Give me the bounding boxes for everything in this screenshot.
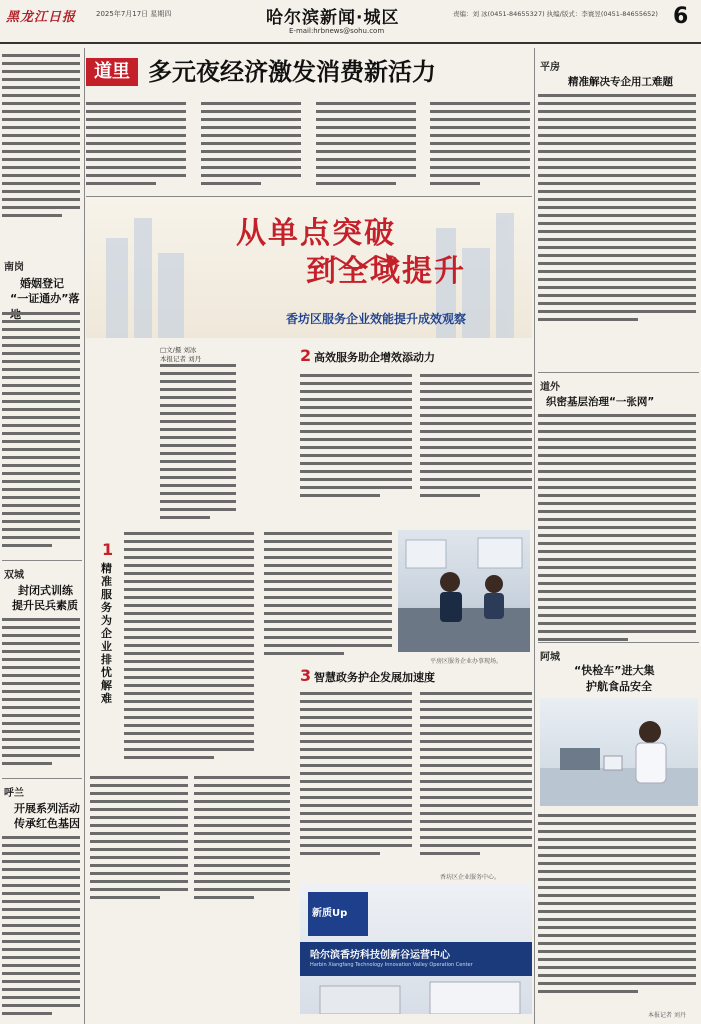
pingfang-title: 精准解决专企用工难题 <box>568 76 673 88</box>
lead-headline: 多元夜经济激发消费新活力 <box>148 58 436 86</box>
sec3-title: 智慧政务护企发展加速度 <box>314 671 435 684</box>
screen-panel <box>308 892 368 936</box>
acheng-tag: 阿城 <box>540 652 560 663</box>
feature-photo-service-desk <box>398 530 530 652</box>
center-banner-title: 哈尔滨香坊科技创新谷运营中心 <box>310 950 450 961</box>
nangang-body-text <box>2 310 82 560</box>
acheng-body-text <box>538 812 699 1012</box>
sec2-body-text <box>300 372 532 522</box>
feature-photo-innovation-center <box>300 884 532 1014</box>
right-column <box>538 48 699 1024</box>
hulan-tag: 呼兰 <box>4 788 24 799</box>
sec2-number: 2 <box>300 346 312 365</box>
photo1-caption: 平房区服务企业办事现场。 <box>430 658 503 665</box>
photo2-caption: 香坊区企业服务中心。 <box>440 874 501 881</box>
hulan-body-text <box>2 834 82 1024</box>
masthead <box>0 0 701 44</box>
daowai-body-text <box>538 412 699 652</box>
center-banner <box>300 942 532 976</box>
lead-headline-block <box>86 56 526 92</box>
left-column-rule <box>84 48 85 1024</box>
right-divider-1 <box>538 372 699 373</box>
daowai-tag: 道外 <box>540 382 560 393</box>
left-divider-2 <box>2 778 82 779</box>
section-title: 哈尔滨新闻·城区 <box>266 8 400 28</box>
shuangcheng-title-2: 提升民兵素质 <box>12 599 78 612</box>
feature-sec3-header <box>300 666 530 688</box>
left-top-text <box>2 50 82 230</box>
nangang-tag: 南岗 <box>4 262 24 273</box>
left-divider-1 <box>2 560 82 561</box>
center-banner-sub: Harbin Xiangfang Technology Innovation Valley Operation Center <box>310 962 473 968</box>
hulan-title-1: 开展系列活动 <box>14 802 80 815</box>
sec3-body-text <box>300 690 532 870</box>
feature-title-line-2: 到全域提升 <box>306 254 466 289</box>
feature-subtitle: 香坊区服务企业效能提升成效观察 <box>286 312 467 326</box>
service-desk-illustration <box>398 530 530 652</box>
nangang-title-2: “一证通办”落 <box>10 292 80 305</box>
center-desk-graphic <box>300 976 532 1014</box>
acheng-title-1: “快检车”进大集 <box>574 664 655 677</box>
feature-sec2-header <box>300 346 530 368</box>
page-number: 6 <box>673 4 689 29</box>
issue-date: 2025年7月17日 星期四 <box>96 10 172 18</box>
right-divider-2 <box>538 642 699 643</box>
lead-body-text-lines <box>86 100 530 192</box>
editor-credits: 责编：刘 冰(0451-84655327) 执编/版式：李寰昱(0451-84655652) <box>453 10 658 18</box>
shuangcheng-tag: 双城 <box>4 570 24 581</box>
lead-tag: 道里 <box>86 58 138 86</box>
newspaper-logo: 黑龙江日报 <box>6 10 77 25</box>
shuangcheng-title-1: 封闭式训练 <box>18 584 73 597</box>
acheng-photo-lab <box>540 698 698 806</box>
left-column <box>2 48 82 1024</box>
lead-article-body <box>86 100 530 192</box>
contact-email: E-mail:hrbnews@sohu.com <box>289 27 385 35</box>
sec3-number: 3 <box>300 666 312 685</box>
pingfang-tag: 平房 <box>540 62 560 73</box>
feature-banner <box>86 198 532 338</box>
acheng-title-2: 护航食品安全 <box>586 680 652 693</box>
lab-illustration <box>540 698 698 806</box>
sec1-title: 精准服务为企业排忧解难 <box>101 562 112 705</box>
shuangcheng-body-text <box>2 616 82 776</box>
lead-bottom-rule <box>86 196 532 197</box>
sec2-title: 高效服务助企增效添动力 <box>314 351 435 364</box>
screen-title: 新质Up <box>312 908 348 919</box>
right-footer-credit: 本报记者 刘丹 <box>648 1012 686 1019</box>
right-column-rule <box>534 48 535 1024</box>
sec1-number: 1 <box>102 540 114 559</box>
feature-title-line-1: 从单点突破 <box>236 216 396 251</box>
feature-intro-text <box>90 362 240 532</box>
daowai-title: 织密基层治理“一张网” <box>546 396 655 408</box>
nangang-title-1: 婚姻登记 <box>20 277 64 290</box>
pingfang-body-text <box>538 92 699 332</box>
feature-byline: □文/摄 刘冰 本报记者 刘丹 <box>160 346 202 363</box>
sec1-continued-text <box>90 774 290 914</box>
hulan-title-2: 传承红色基因 <box>14 817 80 830</box>
feature-sec1-header <box>98 540 118 705</box>
